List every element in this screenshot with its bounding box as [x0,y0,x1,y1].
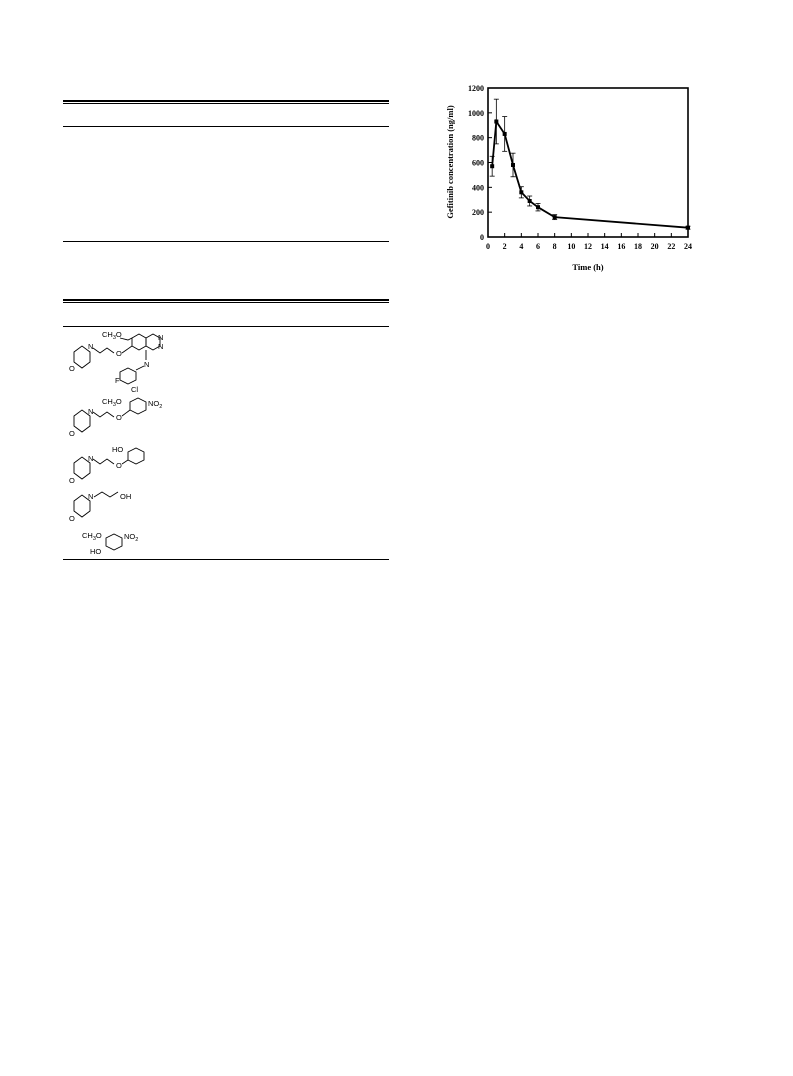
struct2-o: O [116,413,122,422]
struct2-ch3o: $CH_3O$ [102,397,122,408]
data-point [511,163,515,167]
x-tick-label: 2 [502,242,507,251]
data-point [519,190,523,194]
x-tick-label: 20 [650,242,659,251]
table1-top-rule-2 [63,103,389,104]
structure-nitroguaiacol [60,528,170,560]
structure-phenol-intermediate [60,442,170,488]
x-axis-title: Time (h) [572,262,604,272]
x-tick-label: 18 [634,242,642,251]
x-tick-label: 0 [486,242,490,251]
struct3-ho: HO [112,445,124,454]
struct1-f: F [115,376,120,385]
y-tick-label: 0 [480,233,484,242]
struct1-n-anilino: N [144,360,150,369]
data-point [686,226,690,230]
x-tick-label: 22 [667,242,676,251]
struct1-n2: N [158,342,164,351]
plot-frame [488,88,688,237]
table1-header-rule [63,126,389,127]
struct4-o-morph: O [69,514,75,523]
struct2-no2: $NO_2$ [148,399,163,410]
data-point [553,215,557,219]
struct1-n-morph: N [88,342,94,351]
table2-top-rule [63,299,389,301]
struct1-n1: N [158,333,164,342]
y-tick-label: 600 [472,158,484,168]
table2-header-rule [63,326,389,327]
struct5-ch3o: $CH_3O$ [82,531,102,542]
data-point [503,132,507,136]
table2-top-rule-2 [63,302,389,303]
struct3-o-morph: O [69,476,75,485]
struct4-n: N [88,492,94,501]
data-point [494,120,498,124]
data-point [490,164,494,168]
series-line [492,122,688,228]
struct1-o-ether: O [116,349,122,358]
y-tick-label: 200 [472,208,484,218]
structure-nitro-intermediate [60,396,170,442]
table1-top-rule [63,100,389,102]
struct3-n: N [88,454,94,463]
struct2-n: N [88,407,94,416]
x-tick-label: 14 [600,242,609,251]
struct2-o-morph: O [69,429,75,438]
x-tick-label: 6 [536,242,540,251]
table1-bottom-rule [63,241,389,242]
struct5-no2: $NO_2$ [124,532,139,543]
x-tick-label: 10 [567,242,576,251]
data-point [528,199,532,203]
y-axis-title: Gefitinib concentration (ng/ml) [445,105,455,219]
pk-chart [440,78,700,283]
x-tick-label: 16 [617,242,626,251]
structure-morpholinopropanol [60,488,170,528]
y-tick-label: 1200 [468,84,484,93]
x-tick-label: 12 [584,242,592,251]
structure-gefitinib [60,328,170,394]
x-tick-label: 24 [684,242,692,251]
struct1-cl: Cl [131,385,139,394]
struct3-o: O [116,461,122,470]
y-tick-label: 800 [472,133,484,143]
struct1-o-morph: O [69,364,75,373]
y-tick-label: 1000 [468,108,484,118]
struct1-ch3o: $CH_3O$ [102,330,122,341]
struct4-oh: OH [120,492,132,501]
y-tick-label: 400 [472,183,484,193]
data-point [536,205,540,209]
struct5-ho: HO [90,547,102,556]
x-tick-label: 4 [519,242,524,251]
x-tick-label: 8 [552,242,557,251]
